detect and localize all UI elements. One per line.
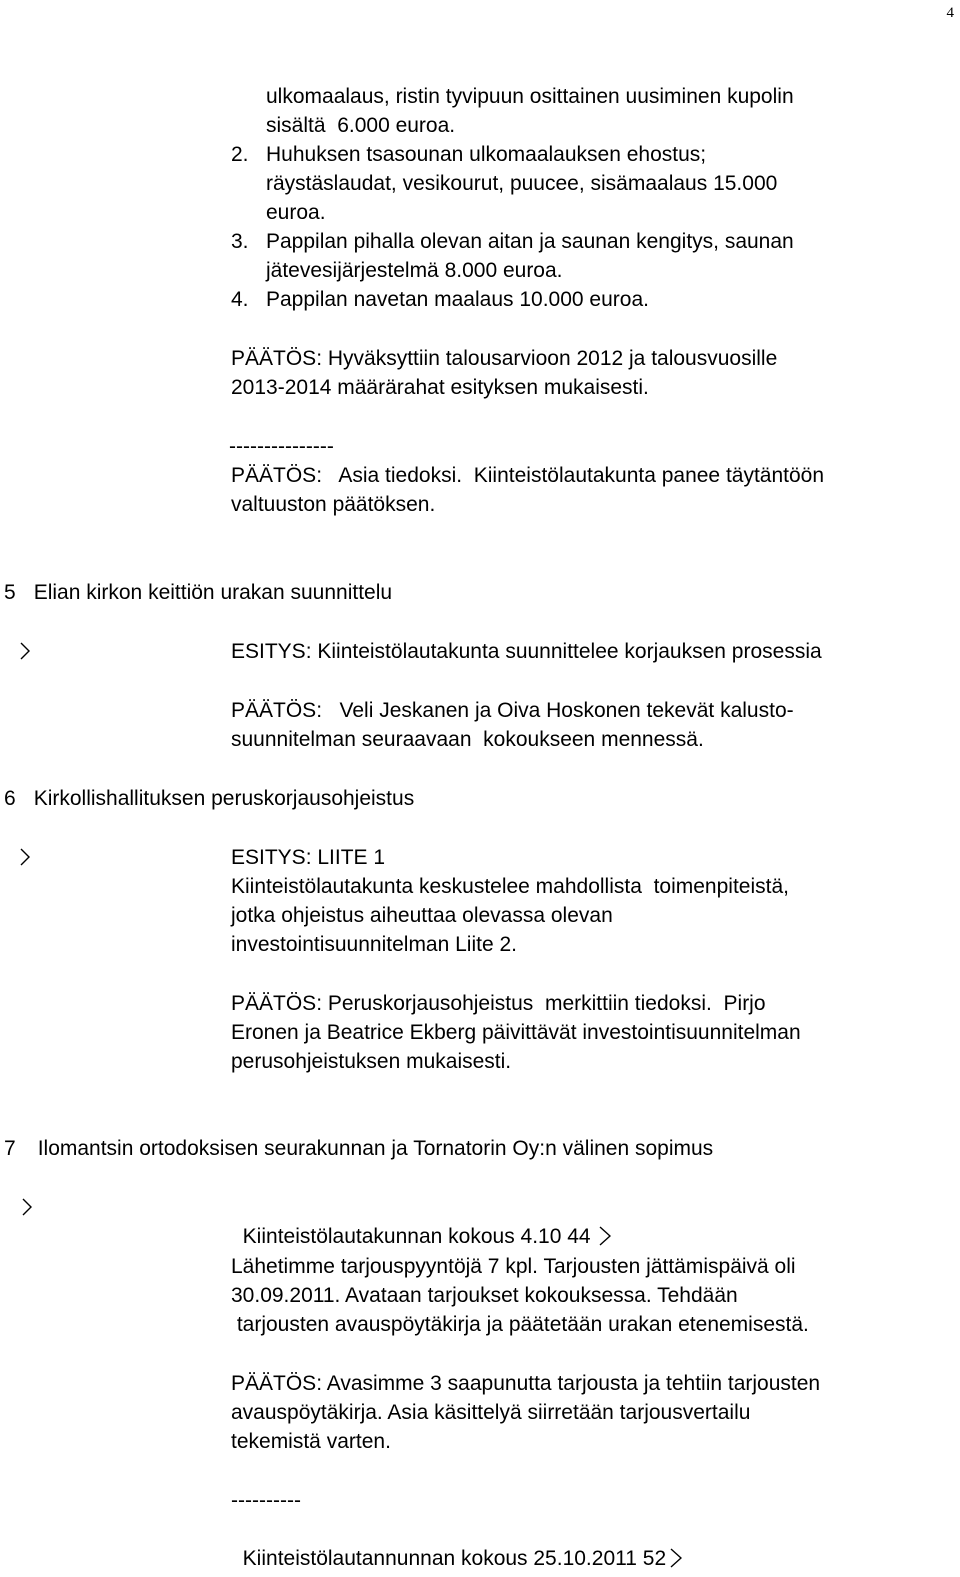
section-6-proposal-line-1: ESITYS: LIITE 1 [231, 846, 386, 869]
section-7-body-line-3: tarjousten avauspöytäkirja ja päätetään urakan etenemisestä. [231, 1313, 809, 1336]
section-6-proposal-line-3: jotka ohjeistus aiheuttaa olevassa olevan [231, 904, 613, 927]
decision-info-line-2: valtuuston päätöksen. [231, 493, 436, 516]
section-6-decision-line-2: Eronen ja Beatrice Ekberg päivittävät investointisuunnitelman [231, 1021, 801, 1044]
tab-marker-icon [22, 1139, 32, 1159]
section-6-decision-line-3: perusohjeistuksen mukaisesti. [231, 1050, 512, 1073]
section-5-proposal: ESITYS: Kiinteistölautakunta suunnittelee korjauksen prosessia [231, 640, 822, 663]
separator-2: ---------- [231, 1489, 301, 1512]
list-item-1-line-1: ulkomaalaus, ristin tyvipuun osittainen uusiminen kupolin [266, 85, 794, 108]
list-item-2-number: 2. [231, 143, 249, 166]
tab-marker-icon [20, 583, 30, 603]
decision-budget-line-1: PÄÄTÖS: Hyväksyttiin talousarvioon 2012 ja talousvuosille [231, 347, 778, 370]
tab-marker-icon [599, 1225, 611, 1247]
section-7-body-line-1: Lähetimme tarjouspyyntöjä 7 kpl. Tarjousten jättämispäivä oli [231, 1255, 796, 1278]
section-7-title: Ilomantsin ortodoksisen seurakunnan ja Tornatorin Oy:n välinen sopimus [37, 1137, 714, 1160]
decision-info-line-1: PÄÄTÖS: Asia tiedoksi. Kiinteistölautakunta panee täytäntöön [231, 464, 825, 487]
list-item-4-line-1: Pappilan navetan maalaus 10.000 euroa. [266, 288, 649, 311]
section-7-body-line-2: 30.09.2011. Avataan tarjoukset kokouksessa. Tehdään [231, 1284, 738, 1307]
section-5-decision-line-1: PÄÄTÖS: Veli Jeskanen ja Oiva Hoskonen tekevät kalusto- [231, 699, 794, 722]
section-5-heading [4, 578, 392, 607]
section-5-number: 5 [4, 581, 16, 604]
list-item-2-line-3: euroa. [266, 201, 326, 224]
section-5-title: Elian kirkon keittiön urakan suunnittelu [33, 581, 393, 604]
list-item-2-line-2: räystäslaudat, vesikourut, puucee, sisämaalaus 15.000 [266, 172, 778, 195]
section-7-decision-line-1: PÄÄTÖS: Avasimme 3 saapunutta tarjousta ja tehtiin tarjousten [231, 1372, 821, 1395]
section-6-number: 6 [4, 787, 16, 810]
section-7-heading [4, 1134, 713, 1163]
section-6-decision-line-1: PÄÄTÖS: Peruskorjausohjeistus merkittiin tiedoksi. Pirjo [231, 992, 766, 1015]
section-6-title: Kirkollishallituksen peruskorjausohjeistus [33, 787, 415, 810]
section-7-meeting-ref [231, 1193, 611, 1251]
tab-marker-icon [670, 1547, 682, 1569]
section-6-proposal-line-4: investointisuunnitelman Liite 2. [231, 933, 518, 956]
list-item-2-line-1: Huhuksen tsasounan ulkomaalauksen ehostus; [266, 143, 707, 166]
section-6-proposal-line-2: Kiinteistölautakunta keskustelee mahdollista toimenpiteistä, [231, 875, 789, 898]
list-item-1-line-2: sisältä 6.000 euroa. [266, 114, 456, 137]
section-5-decision-line-2: suunnitelman seuraavaan kokoukseen mennessä. [231, 728, 704, 751]
section-7-number: 7 [4, 1137, 16, 1160]
section-7-decision-line-2: avauspöytäkirja. Asia käsittelyä siirretään tarjousvertailu [231, 1401, 751, 1424]
list-item-3-line-1: Pappilan pihalla olevan aitan ja saunan kengitys, saunan [266, 230, 794, 253]
list-item-3-number: 3. [231, 230, 249, 253]
section-6-heading [4, 784, 414, 813]
page-number: 4 [946, 5, 954, 21]
section-7-meeting-ref-text: Kiinteistölautakunnan kokous 4.10 44 [242, 1225, 591, 1248]
section-7-decision-line-3: tekemistä varten. [231, 1430, 391, 1453]
section-7-meeting-ref-2-text: Kiinteistölautannunnan kokous 25.10.2011 52 [242, 1547, 667, 1570]
separator-1: --------------- [229, 435, 334, 458]
tab-marker-icon [20, 789, 30, 809]
decision-budget-line-2: 2013-2014 määrärahat esityksen mukaisesti. [231, 376, 649, 399]
list-item-3-line-2: jätevesijärjestelmä 8.000 euroa. [266, 259, 563, 282]
list-item-4-number: 4. [231, 288, 249, 311]
section-7-meeting-ref-2 [231, 1515, 682, 1573]
